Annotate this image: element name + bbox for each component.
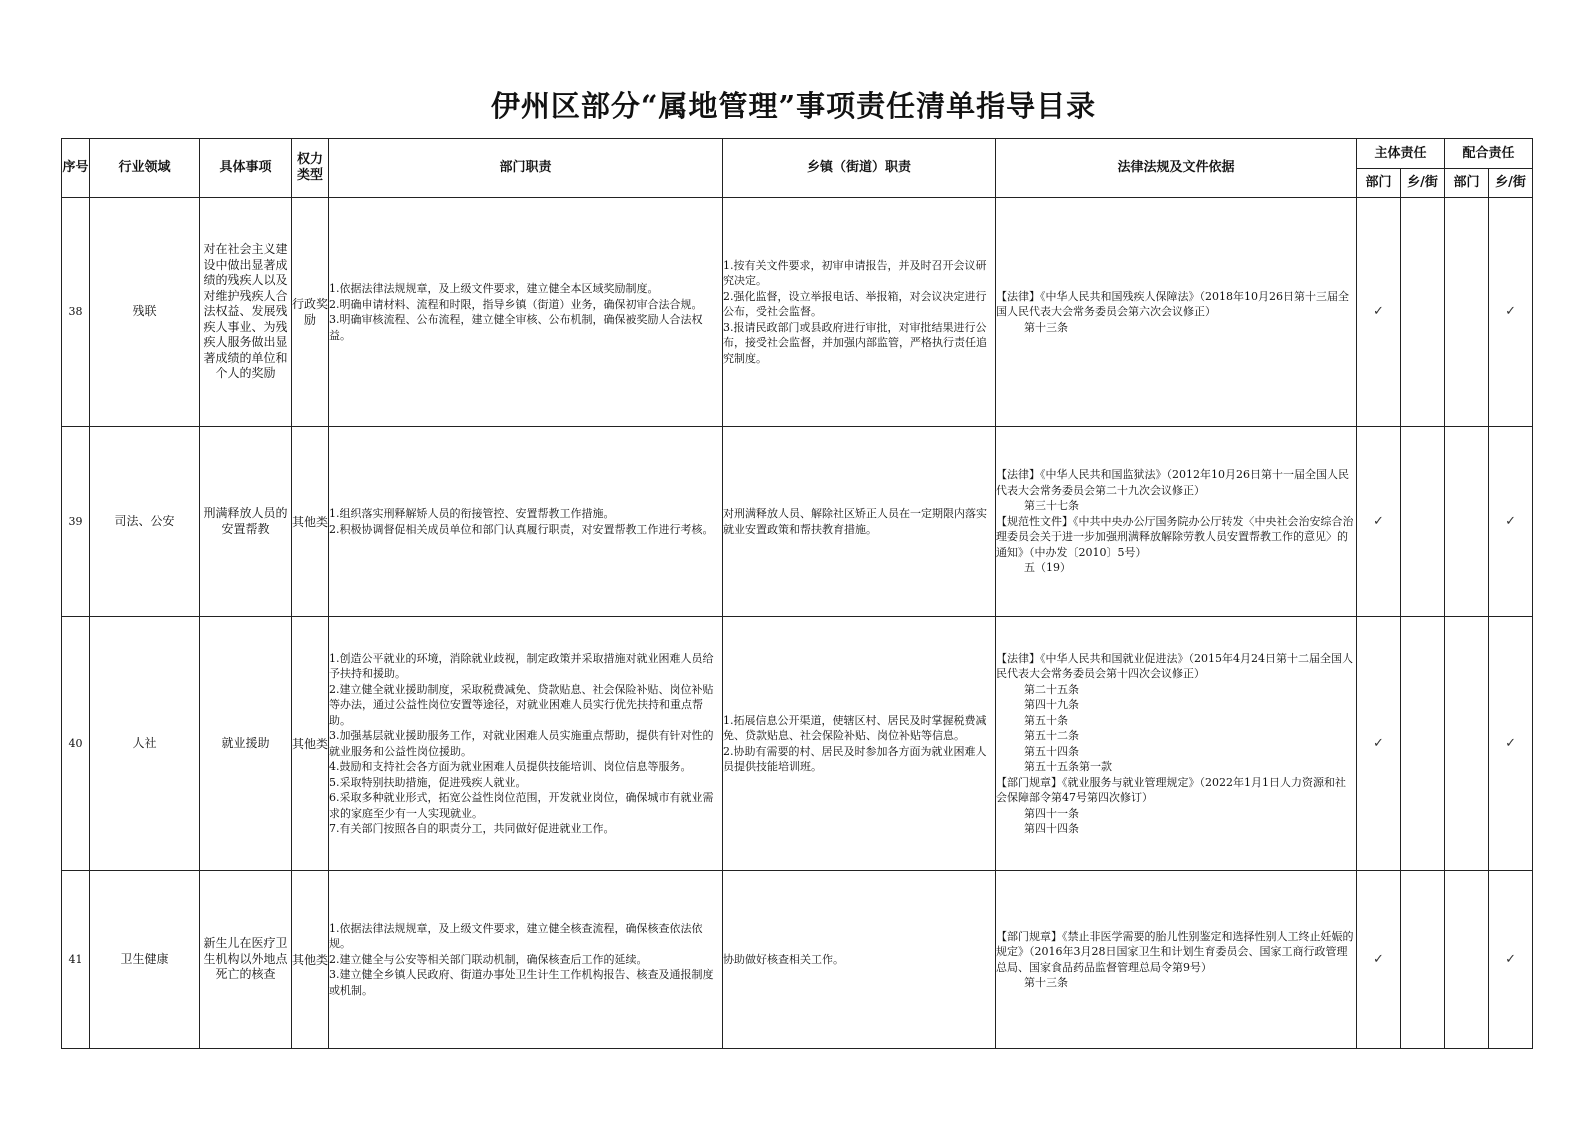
- checkmark-icon: ✓: [1505, 951, 1516, 967]
- row-dept-duty: [329, 617, 723, 871]
- row-power-type: 行政奖励: [292, 198, 329, 427]
- dept-duty-line: 3.加强基层就业援助服务工作，对就业困难人员实施重点帮助，提供有针对性的就业服务和公益性岗位援助。: [329, 729, 714, 758]
- row-seq: 38: [62, 198, 90, 427]
- header-main-town: 乡/街: [1401, 169, 1445, 198]
- law-line: 第五十条: [1024, 713, 1068, 727]
- law-line: 第二十五条: [1024, 682, 1079, 696]
- law-line: 【规范性文件】《中共中央办公厅国务院办公厅转发〈中央社会治安综合治理委员会关于进一步加强刑满释放解除劳教人员安置帮教工作的意见〉的通知》（中办发〔2010〕5号）: [996, 514, 1354, 559]
- page-title: 伊州区部分“属地管理”事项责任清单指导目录: [490, 89, 1097, 123]
- checkmark-icon: ✓: [1373, 304, 1384, 320]
- row-power-type: 其他类: [292, 427, 329, 617]
- law-line: 第五十五条第一款: [1024, 760, 1112, 773]
- dept-duty-line: 5.采取特别扶助措施，促进残疾人就业。: [329, 775, 527, 789]
- dept-duty-line: 2.明确申请材料、流程和时限，指导乡镇（街道）业务，确保初审合法合规。: [329, 297, 703, 311]
- law-line: 【部门规章】《就业服务与就业管理规定》（2022年1月1日人力资源和社会保障部令第47号第四次修订）: [996, 775, 1346, 804]
- law-line: 第四十一条: [1024, 806, 1079, 820]
- row-item: 就业援助: [200, 617, 292, 871]
- row-town-duty: [723, 198, 996, 427]
- row-power-type: 其他类: [292, 617, 329, 871]
- law-line: 第十三条: [1024, 976, 1068, 989]
- law-line: 第四十四条: [1024, 822, 1079, 835]
- dept-duty-line: 1.创造公平就业的环境，消除就业歧视，制定政策并采取措施对就业困难人员给予扶持和援助。: [329, 651, 714, 680]
- law-line: 【部门规章】《禁止非医学需要的胎儿性别鉴定和选择性别人工终止妊娠的规定》（2016年3月28日国家卫生和计划生育委员会、国家工商行政管理总局、国家食品药品监督管理总局令第9号）: [996, 929, 1354, 974]
- dept-duty-line: 3.建立健全乡镇人民政府、街道办事处卫生计生工作机构报告、核查及通报制度或机制。: [329, 968, 714, 997]
- town-duty-line: 1.拓展信息公开渠道，使辖区村、居民及时掌握税费减免、贷款贴息、社会保险补贴、岗位补贴等信息。: [723, 713, 987, 742]
- row-main-town: [1401, 871, 1445, 1049]
- header-town-duty: 乡镇（街道）职责: [723, 139, 996, 198]
- row-coop-dept: [1445, 617, 1489, 871]
- header-power-type: 权力类型: [292, 139, 329, 198]
- table-row: [62, 617, 1533, 871]
- row-dept-duty: [329, 198, 723, 427]
- checkmark-icon: ✓: [1373, 951, 1384, 967]
- row-law-basis: [996, 427, 1357, 617]
- row-town-duty: [723, 427, 996, 617]
- law-line: 【法律】《中华人民共和国就业促进法》（2015年4月24日第十二届全国人民代表大会常务委员会第十四次会议修正）: [996, 651, 1353, 680]
- dept-duty-line: 3.明确审核流程、公布流程，建立健全审核、公布机制，确保被奖励人合法权益。: [329, 313, 703, 342]
- row-coop-town: [1489, 427, 1533, 617]
- row-power-type: 其他类: [292, 871, 329, 1049]
- row-main-town: [1401, 198, 1445, 427]
- row-dept-duty: [329, 427, 723, 617]
- dept-duty-line: 1.依据法律法规规章，及上级文件要求，建立健全核查流程，确保核查依法依规。: [329, 921, 703, 951]
- header-dept-duty: 部门职责: [329, 139, 723, 198]
- row-main-town: [1401, 617, 1445, 871]
- row-main-dept: [1357, 617, 1401, 871]
- law-line: 第三十七条: [1024, 499, 1079, 513]
- row-domain: 卫生健康: [90, 871, 200, 1049]
- row-coop-dept: [1445, 427, 1489, 617]
- town-duty-line: 2.协助有需要的村、居民及时参加各方面为就业困难人员提供技能培训班。: [723, 744, 987, 773]
- row-item: 对在社会主义建设中做出显著成绩的残疾人以及对维护残疾人合法权益、发展残疾人事业、为残疾人服务做出显著成绩的单位和个人的奖励: [200, 198, 292, 427]
- row-coop-town: [1489, 198, 1533, 427]
- header-coop-responsibility: 配合责任: [1445, 139, 1533, 169]
- row-coop-town: [1489, 617, 1533, 871]
- responsibility-table: [61, 138, 1533, 1049]
- header-law: 法律法规及文件依据: [996, 139, 1357, 198]
- law-line: 第五十二条: [1024, 729, 1079, 742]
- header-main-responsibility: 主体责任: [1357, 139, 1445, 169]
- table-row: [62, 871, 1533, 1049]
- dept-duty-line: 6.采取多种就业形式，拓宽公益性岗位范围，开发就业岗位，确保城市有就业需求的家庭至少有一人实现就业。: [329, 791, 714, 820]
- row-town-duty: [723, 871, 996, 1049]
- row-coop-dept: [1445, 871, 1489, 1049]
- dept-duty-line: 2.建立健全就业援助制度，采取税费减免、贷款贴息、社会保险补贴、岗位补贴等办法，通过公益性岗位安置等途径，对就业困难人员实行优先扶持和重点帮助。: [329, 682, 714, 727]
- dept-duty-line: 2.建立健全与公安等相关部门联动机制，确保核查后工作的延续。: [329, 952, 648, 966]
- table-row: [62, 427, 1533, 617]
- checkmark-icon: ✓: [1373, 735, 1384, 751]
- town-duty-line: 2.强化监督，设立举报电话、举报箱，对会议决定进行公布，受社会监督。: [723, 289, 987, 319]
- checkmark-icon: ✓: [1505, 513, 1516, 529]
- town-duty-line: 协助做好核查相关工作。: [723, 952, 844, 966]
- header-coop-town: 乡/街: [1489, 169, 1533, 198]
- row-domain: 残联: [90, 198, 200, 427]
- checkmark-icon: ✓: [1373, 513, 1384, 529]
- dept-duty-line: 4.鼓励和支持社会各方面为就业困难人员提供技能培训、岗位信息等服务。: [329, 760, 692, 773]
- header-item: 具体事项: [200, 139, 292, 198]
- checkmark-icon: ✓: [1505, 304, 1516, 320]
- row-law-basis: [996, 198, 1357, 427]
- dept-duty-line: 1.依据法律法规规章，及上级文件要求，建立健全本区域奖励制度。: [329, 282, 659, 295]
- row-seq: 40: [62, 617, 90, 871]
- row-item: 新生儿在医疗卫生机构以外地点死亡的核查: [200, 871, 292, 1049]
- checkmark-icon: ✓: [1505, 735, 1516, 751]
- header-seq: 序号: [62, 139, 90, 198]
- row-coop-town: [1489, 871, 1533, 1049]
- law-line: 五（19）: [1024, 561, 1071, 575]
- row-main-town: [1401, 427, 1445, 617]
- row-coop-dept: [1445, 198, 1489, 427]
- row-main-dept: [1357, 198, 1401, 427]
- row-seq: 39: [62, 427, 90, 617]
- header-main-dept: 部门: [1357, 169, 1401, 198]
- town-duty-line: 3.报请民政部门或县政府进行审批，对审批结果进行公布，接受社会监督，并加强内部监管，严格执行责任追究制度。: [723, 320, 987, 365]
- row-law-basis: [996, 617, 1357, 871]
- law-line: 【法律】《中华人民共和国监狱法》（2012年10月26日第十一届全国人民代表大会常务委员会第二十九次会议修正）: [996, 468, 1349, 497]
- law-line: 第四十九条: [1024, 698, 1079, 711]
- dept-duty-line: 7.有关部门按照各自的职责分工，共同做好促进就业工作。: [329, 822, 615, 835]
- row-item: 刑满释放人员的安置帮教: [200, 427, 292, 617]
- town-duty-line: 1.按有关文件要求，初审申请报告，并及时召开会议研究决定。: [723, 258, 987, 288]
- row-main-dept: [1357, 871, 1401, 1049]
- dept-duty-line: 2.积极协调督促相关成员单位和部门认真履行职责，对安置帮教工作进行考核。: [329, 522, 714, 536]
- row-seq: 41: [62, 871, 90, 1049]
- row-domain: 司法、公安: [90, 427, 200, 617]
- law-line: 【法律】《中华人民共和国残疾人保障法》（2018年10月26日第十三届全国人民代表大会常务委员会第六次会议修正）: [996, 289, 1349, 319]
- row-law-basis: [996, 871, 1357, 1049]
- table-row: [62, 198, 1533, 427]
- law-line: 第五十四条: [1024, 744, 1079, 758]
- dept-duty-line: 1.组织落实刑释解矫人员的衔接管控、安置帮教工作措施。: [329, 507, 615, 520]
- row-town-duty: [723, 617, 996, 871]
- town-duty-line: 对刑满释放人员、解除社区矫正人员在一定期限内落实就业安置政策和帮扶教育措施。: [723, 507, 987, 536]
- header-coop-dept: 部门: [1445, 169, 1489, 198]
- law-line: 第十三条: [1024, 320, 1068, 334]
- row-domain: 人社: [90, 617, 200, 871]
- row-main-dept: [1357, 427, 1401, 617]
- header-domain: 行业领域: [90, 139, 200, 198]
- row-dept-duty: [329, 871, 723, 1049]
